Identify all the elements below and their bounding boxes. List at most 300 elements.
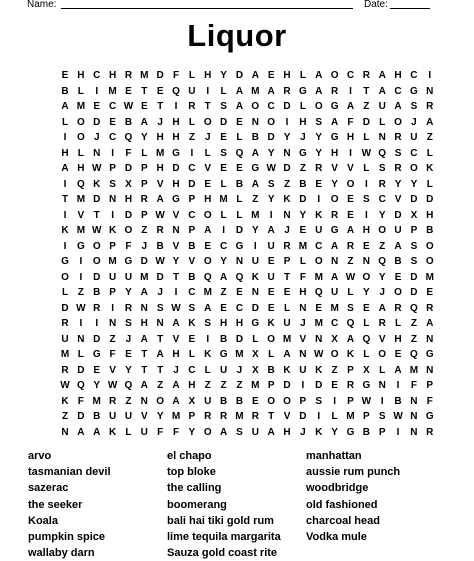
grid-cell[interactable]: U xyxy=(251,256,259,267)
grid-cell[interactable]: P xyxy=(426,380,434,391)
grid-cell[interactable]: S xyxy=(410,101,418,112)
grid-cell[interactable]: B xyxy=(394,395,402,407)
grid-cell[interactable]: B xyxy=(362,426,370,438)
grid-cell[interactable]: T xyxy=(268,411,275,422)
grid-cell[interactable]: H xyxy=(299,287,307,298)
grid-cell[interactable]: R xyxy=(315,163,323,174)
grid-cell[interactable]: E xyxy=(61,70,69,81)
grid-cell[interactable]: E xyxy=(394,271,402,283)
grid-cell[interactable]: M xyxy=(108,85,117,97)
grid-cell[interactable]: L xyxy=(220,178,227,190)
grid-cell[interactable]: M xyxy=(155,147,165,159)
grid-cell[interactable]: W xyxy=(91,163,102,174)
grid-cell[interactable]: T xyxy=(141,85,148,97)
grid-cell[interactable]: I xyxy=(111,209,114,221)
grid-cell[interactable]: M xyxy=(314,271,323,283)
grid-cell[interactable]: A xyxy=(330,271,339,283)
grid-cell[interactable]: N xyxy=(330,256,339,267)
grid-cell[interactable]: R xyxy=(330,209,339,221)
grid-cell[interactable]: R xyxy=(188,101,196,112)
grid-cell[interactable]: S xyxy=(109,178,116,190)
grid-cell[interactable]: N xyxy=(283,209,291,221)
grid-cell[interactable]: H xyxy=(235,318,244,329)
grid-cell[interactable]: K xyxy=(188,318,196,329)
grid-cell[interactable]: E xyxy=(188,333,196,345)
grid-cell[interactable]: P xyxy=(299,395,307,407)
grid-cell[interactable]: J xyxy=(173,364,179,376)
grid-cell[interactable]: L xyxy=(379,364,386,376)
grid-cell[interactable]: M xyxy=(140,70,149,81)
grid-cell[interactable]: T xyxy=(141,349,148,360)
grid-cell[interactable]: P xyxy=(378,426,386,438)
grid-cell[interactable]: Z xyxy=(141,225,148,236)
grid-cell[interactable]: O xyxy=(378,349,387,360)
grid-cell[interactable]: I xyxy=(349,85,352,97)
grid-cell[interactable]: Q xyxy=(124,380,133,391)
grid-cell[interactable]: N xyxy=(426,333,434,345)
grid-cell[interactable]: Q xyxy=(124,132,133,143)
grid-cell[interactable]: C xyxy=(346,70,355,81)
grid-cell[interactable]: L xyxy=(77,349,84,360)
grid-cell[interactable]: D xyxy=(283,101,291,112)
grid-cell[interactable]: B xyxy=(267,364,275,376)
grid-cell[interactable]: Q xyxy=(378,147,387,159)
grid-cell[interactable]: I xyxy=(79,256,83,267)
grid-cell[interactable]: Z xyxy=(410,318,417,329)
grid-cell[interactable]: J xyxy=(300,318,306,329)
grid-cell[interactable]: S xyxy=(125,318,132,329)
grid-cell[interactable]: L xyxy=(268,349,275,360)
grid-cell[interactable]: W xyxy=(361,395,372,407)
grid-cell[interactable]: R xyxy=(378,178,386,190)
grid-cell[interactable]: I xyxy=(79,271,83,283)
grid-cell[interactable]: E xyxy=(220,302,227,314)
grid-cell[interactable]: O xyxy=(425,240,434,252)
grid-cell[interactable]: J xyxy=(300,426,306,438)
grid-cell[interactable]: J xyxy=(141,240,148,252)
grid-cell[interactable]: R xyxy=(378,318,386,329)
grid-cell[interactable]: R xyxy=(156,225,164,236)
grid-cell[interactable]: S xyxy=(347,302,354,314)
grid-cell[interactable]: F xyxy=(77,395,84,407)
grid-cell[interactable]: M xyxy=(282,333,292,345)
grid-cell[interactable]: B xyxy=(156,240,164,252)
grid-cell[interactable]: U xyxy=(267,271,275,283)
grid-cell[interactable]: I xyxy=(95,85,99,97)
grid-cell[interactable]: J xyxy=(93,132,100,143)
grid-cell[interactable]: X xyxy=(251,364,259,376)
grid-cell[interactable]: D xyxy=(251,302,259,314)
grid-cell[interactable]: M xyxy=(60,349,70,360)
grid-cell[interactable]: V xyxy=(331,163,338,174)
grid-cell[interactable]: M xyxy=(346,411,355,422)
grid-cell[interactable]: A xyxy=(315,70,323,81)
grid-cell[interactable]: P xyxy=(188,411,196,422)
grid-cell[interactable]: L xyxy=(426,147,433,159)
grid-cell[interactable]: D xyxy=(219,116,228,128)
grid-cell[interactable]: Q xyxy=(346,318,355,329)
grid-cell[interactable]: V xyxy=(378,333,386,345)
grid-cell[interactable]: N xyxy=(410,411,418,422)
grid-cell[interactable]: U xyxy=(219,364,228,376)
grid-cell[interactable]: A xyxy=(346,101,355,112)
grid-cell[interactable]: I xyxy=(380,395,384,407)
grid-cell[interactable]: V xyxy=(394,194,402,205)
grid-cell[interactable]: N xyxy=(299,349,307,360)
grid-cell[interactable]: X xyxy=(251,349,259,360)
grid-cell[interactable]: Q xyxy=(235,147,244,159)
grid-cell[interactable]: D xyxy=(156,271,164,283)
grid-cell[interactable]: D xyxy=(235,225,244,236)
grid-cell[interactable]: K xyxy=(204,349,212,360)
grid-cell[interactable]: F xyxy=(347,116,354,128)
grid-cell[interactable]: Y xyxy=(140,132,148,143)
grid-cell[interactable]: A xyxy=(156,194,164,205)
grid-cell[interactable]: O xyxy=(92,256,101,267)
grid-cell[interactable]: C xyxy=(394,85,402,97)
grid-cell[interactable]: I xyxy=(174,287,178,298)
grid-cell[interactable]: T xyxy=(61,194,69,205)
grid-cell[interactable]: O xyxy=(378,225,387,236)
grid-cell[interactable]: F xyxy=(157,426,164,438)
grid-cell[interactable]: G xyxy=(172,194,180,205)
grid-cell[interactable]: M xyxy=(171,411,181,422)
grid-cell[interactable]: O xyxy=(314,256,323,267)
grid-cell[interactable]: G xyxy=(425,349,434,360)
grid-cell[interactable]: H xyxy=(172,178,180,190)
grid-cell[interactable]: B xyxy=(188,240,196,252)
grid-cell[interactable]: J xyxy=(157,287,163,298)
grid-cell[interactable]: P xyxy=(283,256,291,267)
grid-cell[interactable]: E xyxy=(283,287,291,298)
grid-cell[interactable]: V xyxy=(172,333,180,345)
grid-cell[interactable]: W xyxy=(91,225,102,236)
grid-cell[interactable]: D xyxy=(156,70,164,81)
grid-cell[interactable]: V xyxy=(283,411,291,422)
grid-cell[interactable]: R xyxy=(362,70,370,81)
grid-cell[interactable]: B xyxy=(188,271,196,283)
grid-cell[interactable]: J xyxy=(300,132,306,143)
grid-cell[interactable]: H xyxy=(156,132,164,143)
grid-cell[interactable]: U xyxy=(204,395,212,407)
grid-cell[interactable]: D xyxy=(394,209,402,221)
grid-cell[interactable]: V xyxy=(109,364,116,376)
grid-cell[interactable]: K xyxy=(61,395,69,407)
grid-cell[interactable]: J xyxy=(411,116,417,128)
grid-cell[interactable]: C xyxy=(93,70,101,81)
grid-cell[interactable]: U xyxy=(378,101,386,112)
grid-cell[interactable]: G xyxy=(235,240,244,252)
grid-cell[interactable]: N xyxy=(140,302,148,314)
grid-cell[interactable]: L xyxy=(236,209,243,221)
grid-cell[interactable]: M xyxy=(314,318,323,329)
grid-cell[interactable]: O xyxy=(425,256,434,267)
grid-cell[interactable]: G xyxy=(299,85,307,97)
grid-cell[interactable]: U xyxy=(410,132,418,143)
grid-cell[interactable]: B xyxy=(93,411,101,422)
grid-cell[interactable]: L xyxy=(363,349,370,360)
grid-cell[interactable]: J xyxy=(157,116,163,128)
grid-cell[interactable]: I xyxy=(174,101,178,112)
grid-cell[interactable]: L xyxy=(188,70,195,81)
grid-cell[interactable]: B xyxy=(219,395,228,407)
grid-cell[interactable]: A xyxy=(378,302,386,314)
grid-cell[interactable]: V xyxy=(347,163,354,174)
grid-cell[interactable]: P xyxy=(362,411,370,422)
grid-cell[interactable]: E xyxy=(362,240,370,252)
grid-cell[interactable]: N xyxy=(77,333,85,345)
grid-cell[interactable]: A xyxy=(267,85,275,97)
grid-cell[interactable]: I xyxy=(364,209,368,221)
grid-cell[interactable]: A xyxy=(235,85,244,97)
grid-cell[interactable]: B xyxy=(235,395,244,407)
grid-cell[interactable]: J xyxy=(284,225,290,236)
grid-cell[interactable]: I xyxy=(317,411,321,422)
grid-cell[interactable]: D xyxy=(188,178,196,190)
grid-cell[interactable]: S xyxy=(267,178,275,190)
grid-cell[interactable]: D xyxy=(283,163,291,174)
grid-cell[interactable]: Y xyxy=(125,287,132,298)
grid-cell[interactable]: X xyxy=(410,209,418,221)
grid-cell[interactable]: U xyxy=(283,318,291,329)
grid-cell[interactable]: U xyxy=(108,271,117,283)
grid-cell[interactable]: N xyxy=(140,395,148,407)
grid-cell[interactable]: D xyxy=(93,333,101,345)
date-field[interactable] xyxy=(390,8,430,9)
grid-cell[interactable]: D xyxy=(267,132,275,143)
grid-cell[interactable]: F xyxy=(426,395,433,407)
grid-cell[interactable]: Y xyxy=(315,132,323,143)
grid-cell[interactable]: C xyxy=(188,163,196,174)
grid-cell[interactable]: D xyxy=(315,380,323,391)
grid-cell[interactable]: I xyxy=(364,178,368,190)
grid-cell[interactable]: Y xyxy=(283,132,291,143)
grid-cell[interactable]: S xyxy=(315,395,323,407)
grid-cell[interactable]: A xyxy=(330,240,339,252)
grid-cell[interactable]: E xyxy=(267,302,275,314)
grid-cell[interactable]: E xyxy=(204,178,212,190)
grid-cell[interactable]: K xyxy=(426,163,434,174)
grid-cell[interactable]: Z xyxy=(61,411,69,422)
grid-cell[interactable]: H xyxy=(188,380,196,391)
grid-cell[interactable]: N xyxy=(426,85,434,97)
grid-cell[interactable]: G xyxy=(76,240,85,252)
grid-cell[interactable]: N xyxy=(362,256,370,267)
grid-cell[interactable]: E xyxy=(251,395,259,407)
grid-cell[interactable]: M xyxy=(235,349,244,360)
grid-cell[interactable]: Y xyxy=(172,256,180,267)
grid-cell[interactable]: O xyxy=(76,132,85,143)
grid-cell[interactable]: O xyxy=(267,395,276,407)
grid-cell[interactable]: A xyxy=(140,287,148,298)
grid-cell[interactable]: E xyxy=(347,194,354,205)
grid-cell[interactable]: F xyxy=(299,271,306,283)
grid-cell[interactable]: L xyxy=(77,147,84,159)
grid-cell[interactable]: Y xyxy=(125,364,132,376)
grid-cell[interactable]: I xyxy=(63,209,67,221)
grid-cell[interactable]: U xyxy=(299,364,307,376)
grid-cell[interactable]: Z xyxy=(157,380,164,391)
grid-cell[interactable]: C xyxy=(188,287,196,298)
grid-cell[interactable]: L xyxy=(188,116,195,128)
grid-cell[interactable]: K xyxy=(346,349,355,360)
grid-cell[interactable]: Q xyxy=(203,271,212,283)
grid-cell[interactable]: H xyxy=(362,225,370,236)
grid-cell[interactable]: B xyxy=(235,178,244,190)
grid-cell[interactable]: X xyxy=(125,178,132,190)
grid-cell[interactable]: Y xyxy=(315,147,323,159)
grid-cell[interactable]: A xyxy=(204,225,212,236)
grid-cell[interactable]: A xyxy=(61,101,69,112)
grid-cell[interactable]: O xyxy=(251,101,260,112)
grid-cell[interactable]: G xyxy=(251,318,260,329)
grid-cell[interactable]: I xyxy=(333,395,336,407)
grid-cell[interactable]: A xyxy=(267,426,275,438)
grid-cell[interactable]: N xyxy=(251,116,259,128)
grid-cell[interactable]: B xyxy=(124,116,133,128)
grid-cell[interactable]: E xyxy=(220,132,227,143)
grid-cell[interactable]: M xyxy=(76,194,86,205)
grid-cell[interactable]: L xyxy=(204,364,211,376)
grid-cell[interactable]: O xyxy=(330,349,339,360)
grid-cell[interactable]: A xyxy=(172,380,180,391)
grid-cell[interactable]: G xyxy=(124,256,133,267)
grid-cell[interactable]: U xyxy=(124,411,133,422)
grid-cell[interactable]: E xyxy=(394,349,402,360)
grid-cell[interactable]: L xyxy=(252,333,259,345)
grid-cell[interactable]: Z xyxy=(331,364,338,376)
grid-cell[interactable]: C xyxy=(188,364,196,376)
grid-cell[interactable]: Z xyxy=(410,333,417,345)
grid-cell[interactable]: R xyxy=(108,395,117,407)
grid-cell[interactable]: I xyxy=(190,147,194,159)
grid-cell[interactable]: E xyxy=(362,302,370,314)
grid-cell[interactable]: L xyxy=(236,132,243,143)
grid-cell[interactable]: D xyxy=(77,411,85,422)
grid-cell[interactable]: O xyxy=(330,194,339,205)
grid-cell[interactable]: L xyxy=(363,132,370,143)
grid-cell[interactable]: N xyxy=(299,302,307,314)
grid-cell[interactable]: S xyxy=(410,256,418,267)
grid-cell[interactable]: A xyxy=(172,395,180,407)
grid-cell[interactable]: O xyxy=(124,225,133,236)
grid-cell[interactable]: I xyxy=(63,178,67,190)
grid-cell[interactable]: N xyxy=(378,132,386,143)
grid-cell[interactable]: L xyxy=(204,147,211,159)
grid-cell[interactable]: H xyxy=(394,333,402,345)
grid-cell[interactable]: H xyxy=(394,70,402,81)
grid-cell[interactable]: O xyxy=(203,116,212,128)
grid-cell[interactable]: D xyxy=(410,271,418,283)
grid-cell[interactable]: Z xyxy=(236,380,243,391)
grid-cell[interactable]: U xyxy=(251,426,259,438)
grid-cell[interactable]: M xyxy=(409,364,419,376)
grid-cell[interactable]: D xyxy=(299,194,307,205)
grid-cell[interactable]: M xyxy=(219,194,228,205)
grid-cell[interactable]: N xyxy=(315,333,323,345)
grid-cell[interactable]: P xyxy=(410,225,418,236)
grid-cell[interactable]: Q xyxy=(362,333,371,345)
grid-cell[interactable]: A xyxy=(93,426,101,438)
grid-cell[interactable]: G xyxy=(330,132,339,143)
grid-cell[interactable]: D xyxy=(93,116,101,128)
grid-cell[interactable]: M xyxy=(140,271,149,283)
grid-cell[interactable]: R xyxy=(426,426,434,438)
grid-cell[interactable]: H xyxy=(299,116,307,128)
grid-cell[interactable]: O xyxy=(394,116,402,128)
grid-cell[interactable]: I xyxy=(95,318,99,329)
grid-cell[interactable]: R xyxy=(394,163,402,174)
grid-cell[interactable]: E xyxy=(267,256,275,267)
grid-cell[interactable]: I xyxy=(349,147,352,159)
grid-cell[interactable]: A xyxy=(204,302,212,314)
grid-cell[interactable]: H xyxy=(61,147,69,159)
grid-cell[interactable]: S xyxy=(362,194,370,205)
grid-cell[interactable]: L xyxy=(188,349,195,360)
grid-cell[interactable]: O xyxy=(156,395,165,407)
grid-cell[interactable]: W xyxy=(361,147,372,159)
grid-cell[interactable]: A xyxy=(251,178,259,190)
grid-cell[interactable]: H xyxy=(140,318,148,329)
grid-cell[interactable]: I xyxy=(63,240,67,252)
grid-cell[interactable]: E xyxy=(125,85,132,97)
grid-cell[interactable]: L xyxy=(61,287,69,298)
grid-cell[interactable]: D xyxy=(77,364,85,376)
grid-cell[interactable]: G xyxy=(330,225,339,236)
grid-cell[interactable]: F xyxy=(109,349,116,360)
grid-cell[interactable]: H xyxy=(172,116,180,128)
grid-cell[interactable]: F xyxy=(125,147,132,159)
grid-cell[interactable]: A xyxy=(426,318,434,329)
grid-cell[interactable]: B xyxy=(61,85,69,97)
grid-cell[interactable]: L xyxy=(236,194,243,205)
grid-cell[interactable]: L xyxy=(347,287,354,298)
grid-cell[interactable]: A xyxy=(77,426,85,438)
grid-cell[interactable]: Q xyxy=(76,178,85,190)
grid-cell[interactable]: A xyxy=(251,70,259,81)
grid-cell[interactable]: V xyxy=(77,209,85,221)
grid-cell[interactable]: P xyxy=(188,194,196,205)
grid-cell[interactable]: D xyxy=(362,116,370,128)
grid-cell[interactable]: N xyxy=(410,426,418,438)
grid-cell[interactable]: O xyxy=(330,70,339,81)
grid-cell[interactable]: N xyxy=(283,147,291,159)
grid-cell[interactable]: J xyxy=(204,132,211,143)
grid-cell[interactable]: N xyxy=(251,287,259,298)
grid-cell[interactable]: R xyxy=(394,132,402,143)
grid-cell[interactable]: D xyxy=(235,70,244,81)
grid-cell[interactable]: M xyxy=(251,209,260,221)
grid-cell[interactable]: D xyxy=(172,163,180,174)
grid-cell[interactable]: E xyxy=(220,163,227,174)
grid-cell[interactable]: U xyxy=(61,333,69,345)
grid-cell[interactable]: I xyxy=(396,380,400,391)
grid-cell[interactable]: H xyxy=(172,349,180,360)
grid-cell[interactable]: B xyxy=(251,132,259,143)
grid-cell[interactable]: K xyxy=(108,225,117,236)
grid-cell[interactable]: M xyxy=(92,395,101,407)
grid-cell[interactable]: Z xyxy=(109,333,116,345)
grid-cell[interactable]: P xyxy=(109,240,116,252)
grid-cell[interactable]: W xyxy=(60,380,70,391)
grid-cell[interactable]: N xyxy=(410,395,418,407)
grid-cell[interactable]: Y xyxy=(410,178,418,190)
grid-cell[interactable]: D xyxy=(410,194,418,205)
grid-cell[interactable]: G xyxy=(425,411,434,422)
grid-cell[interactable]: Y xyxy=(299,209,307,221)
grid-cell[interactable]: E xyxy=(315,302,323,314)
grid-cell[interactable]: V xyxy=(204,163,212,174)
